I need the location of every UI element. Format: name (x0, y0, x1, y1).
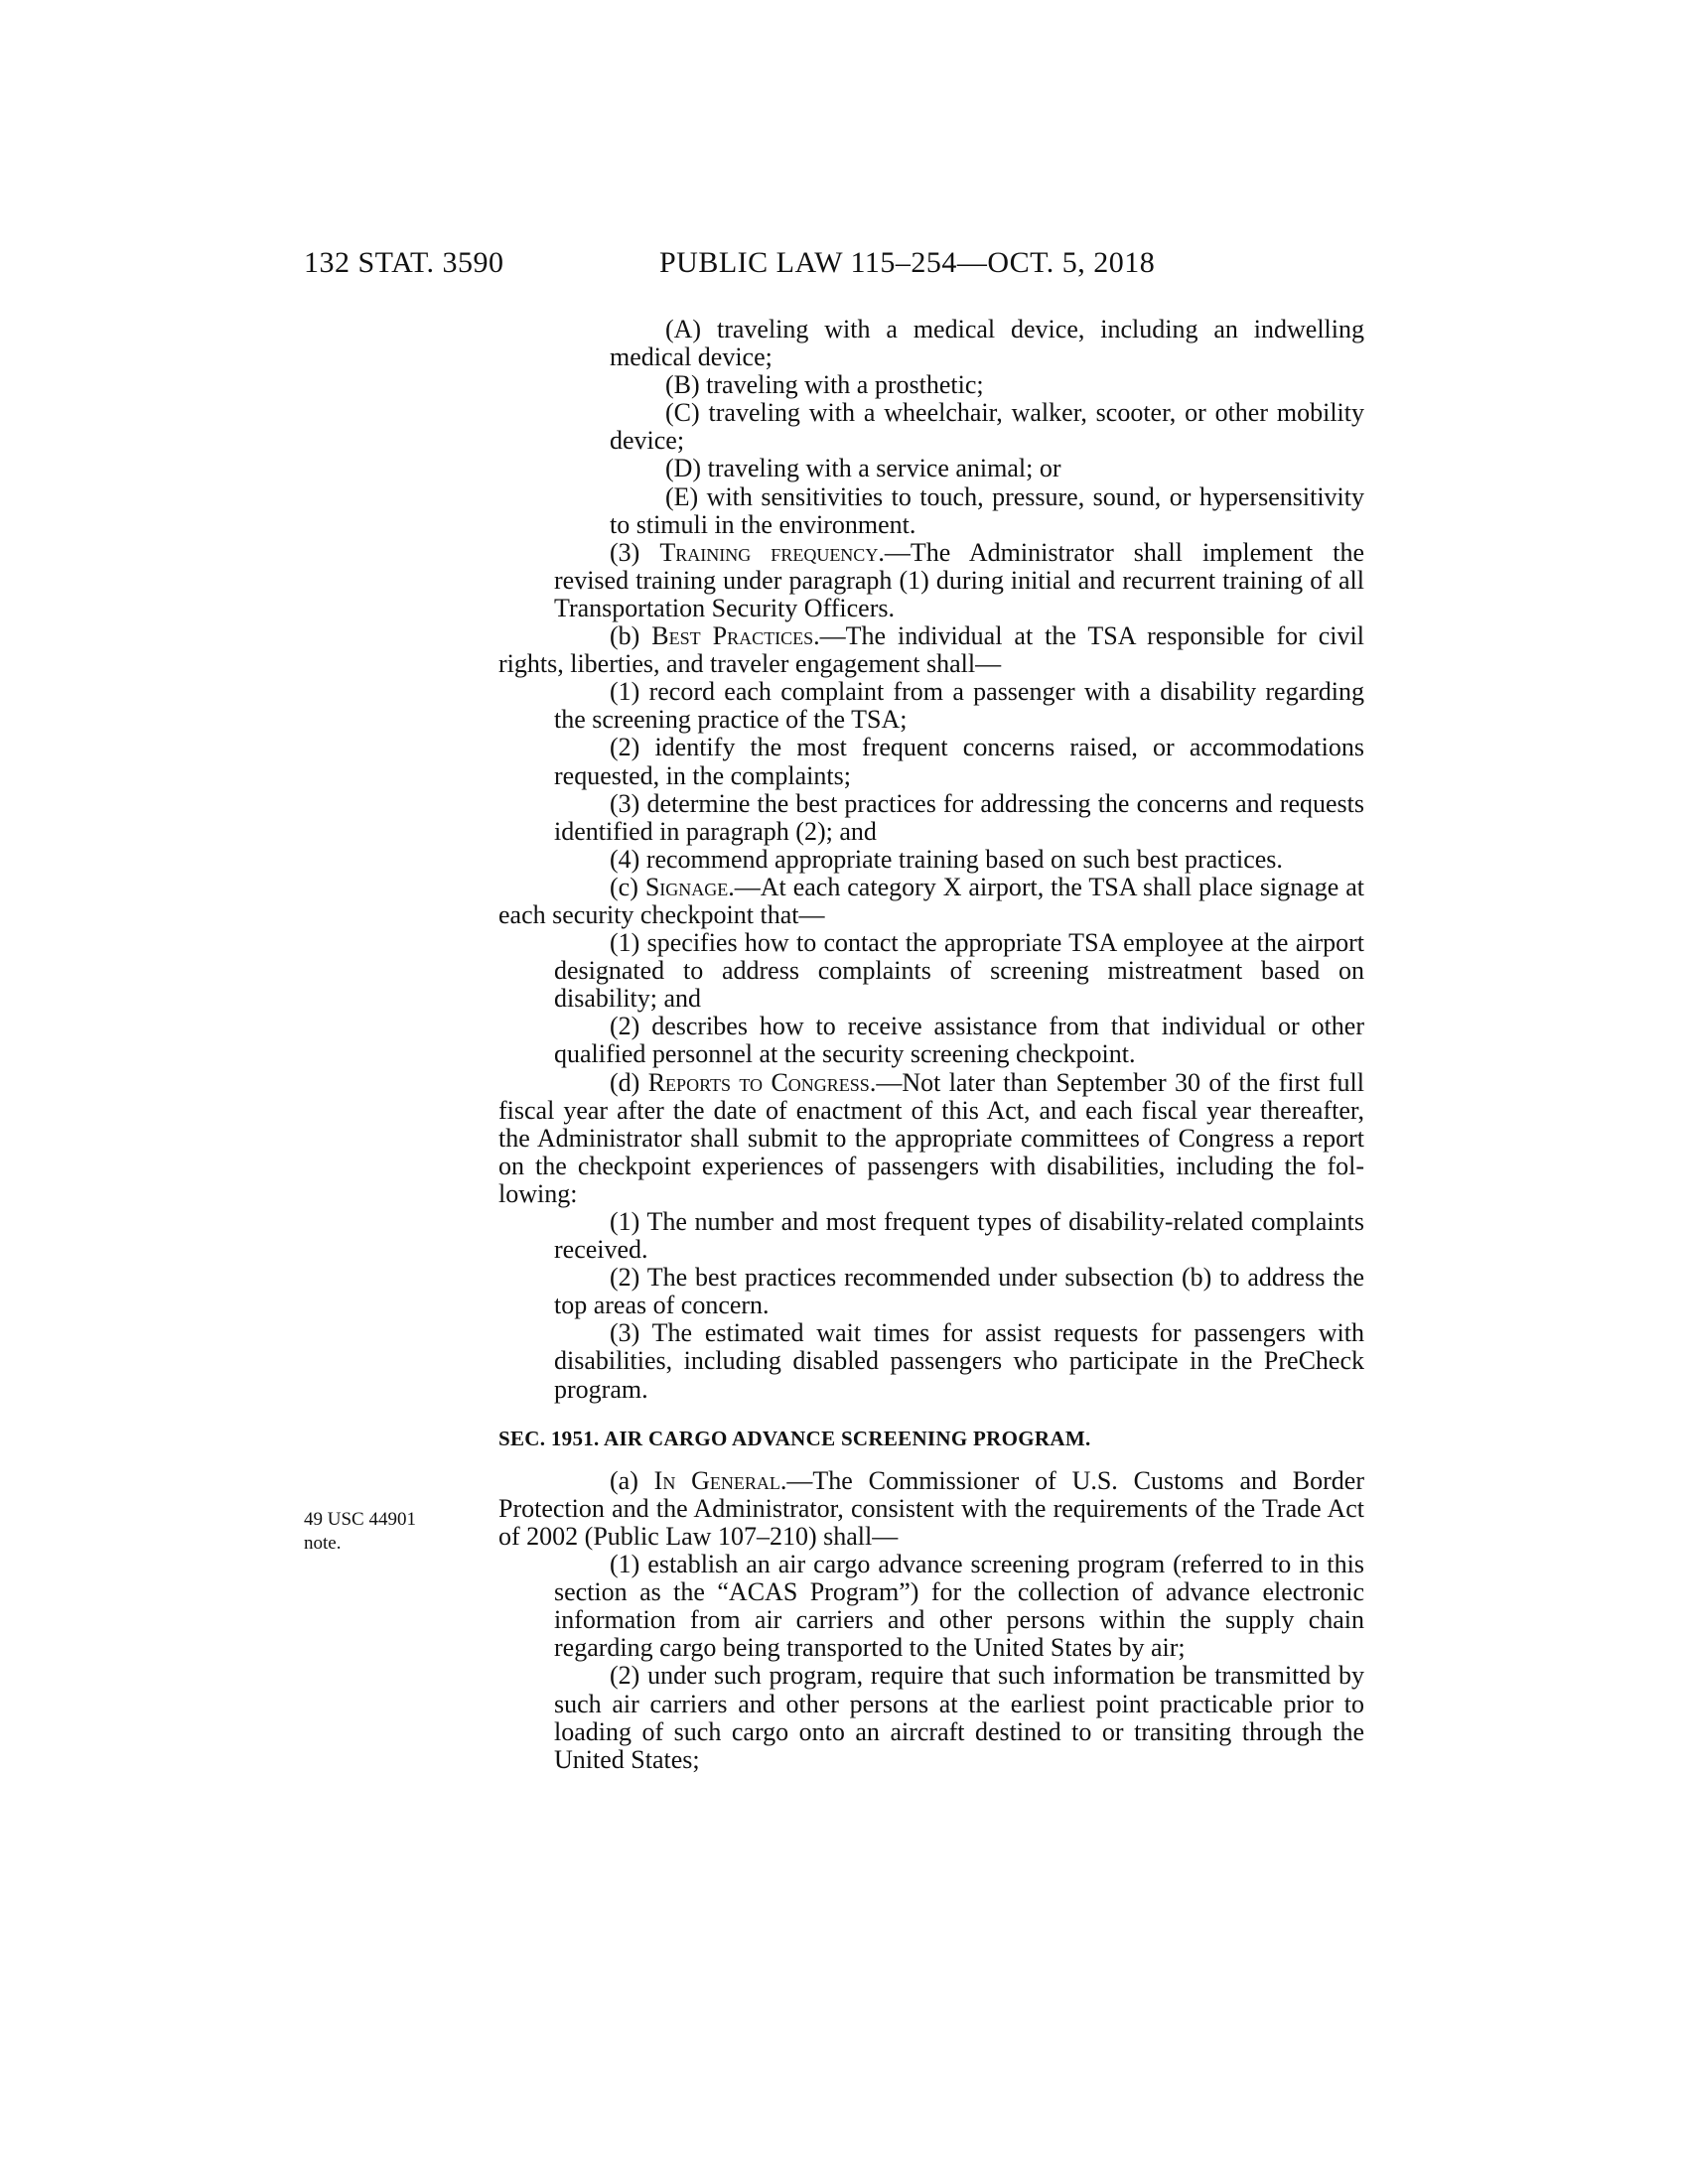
paragraph-c2: (2) describes how to receive assistance from that individual or other qualified personnel at the security screening checkpoint. (554, 1012, 1364, 1069)
subsection-a-in-general (498, 1467, 1364, 1551)
subsection-label: (d) (610, 1067, 648, 1097)
stat-page-number: 132 STAT. 3590 (304, 246, 504, 279)
subsection-c-signage (498, 874, 1364, 929)
subsection-d-reports (498, 1069, 1364, 1208)
paragraph-text: .—The Administrator shall implement the revised training under paragraph (1) during initial and recurrent training of all Transportation Security Officers. (554, 537, 1364, 622)
subsection-text: .—The individual at the TSA responsible for civil rights, liberties, and traveler engagement shall— (498, 621, 1364, 679)
paragraph-a2: (2) under such program, require that such information be transmitted by such air carriers and other persons at the earliest point practicable prior to loading of such cargo onto an aircraft destined to or transiting through the United States; (554, 1661, 1364, 1774)
subparagraph-C: (C) traveling with a wheelchair, walker, scooter, or other mobility device; (610, 398, 1364, 456)
subsection-heading: Signage (644, 872, 729, 901)
subparagraph-D: (D) traveling with a service animal; or (665, 454, 1061, 483)
paragraph-c1: (1) specifies how to contact the appropriate TSA employee at the airport designated to address complaints of screening mistreatment based on disability; and (554, 928, 1364, 1014)
paragraph-label: (3) (610, 537, 660, 567)
subsection-label: (a) (610, 1465, 654, 1495)
paragraph-heading: Training frequency (659, 537, 879, 567)
subsection-heading: In General (653, 1465, 780, 1495)
subsection-b-best-practices (498, 622, 1364, 678)
paragraph-3-training-frequency (498, 539, 1364, 622)
subsection-heading: Best Practices (651, 621, 814, 651)
section-heading: SEC. 1951. AIR CARGO ADVANCE SCREENING PROGRAM. (498, 1426, 1091, 1450)
statute-body (498, 316, 1364, 1774)
subparagraph-A: (A) traveling with a medical device, including an indwelling medical device; (610, 315, 1364, 372)
subparagraph-B: (B) traveling with a prosthetic; (665, 370, 984, 400)
subsection-heading: Reports to Congress (647, 1067, 870, 1097)
subsection-text: .—The Commissioner of U.S. Customs and Border Protection and the Administrator, consistent with the requirements of the Trade Act of 2002 (Public Law 107–210) shall— (498, 1465, 1364, 1551)
subsection-text: .—At each category X airport, the TSA shall place signage at each security checkpoint that— (498, 872, 1364, 929)
page-header (0, 246, 1688, 286)
paragraph-d1: (1) The number and most frequent types of disability-related complaints received. (554, 1207, 1364, 1265)
subsection-label: (b) (610, 621, 652, 651)
public-law-title: PUBLIC LAW 115–254—OCT. 5, 2018 (659, 246, 1156, 279)
subsection-text: .—Not later than September 30 of the first full fiscal year after the date of enactment of this Act, and each fiscal year thereafter, the Administrator shall submit to the appropriate committees of Congress a report on the checkpoint experiences of passengers with disabilities, including the following: (498, 1067, 1364, 1208)
paragraph-b1: (1) record each complaint from a passenger with a disability regarding the screening practice of the TSA; (554, 677, 1364, 735)
paragraph-d3: (3) The estimated wait times for assist requests for passengers with disabilities, including disabled passengers who participate in the PreCheck program. (554, 1318, 1364, 1404)
paragraph-a1: (1) establish an air cargo advance screening program (referred to in this section as the “ACAS Program”) for the collection of advance electronic information from air carriers and other persons within the supply chain regarding cargo being transported to the United States by air; (554, 1550, 1364, 1663)
margin-note-citation: 49 USC 44901 (304, 1509, 416, 1530)
subparagraph-E: (E) with sensitivities to touch, pressure, sound, or hypersensitivity to stimuli in the environment. (610, 481, 1364, 539)
margin-note-label: note. (304, 1533, 342, 1554)
paragraph-b3: (3) determine the best practices for addressing the concerns and requests identified in paragraph (2); and (554, 788, 1364, 846)
paragraph-b4: (4) recommend appropriate training based on such best practices. (610, 844, 1283, 874)
paragraph-d2: (2) The best practices recommended under subsection (b) to address the top areas of concern. (554, 1263, 1364, 1320)
margin-note (304, 1508, 443, 1556)
subsection-label: (c) (610, 872, 645, 901)
paragraph-b2: (2) identify the most frequent concerns raised, or accommodations requested, in the complaints; (554, 733, 1364, 790)
